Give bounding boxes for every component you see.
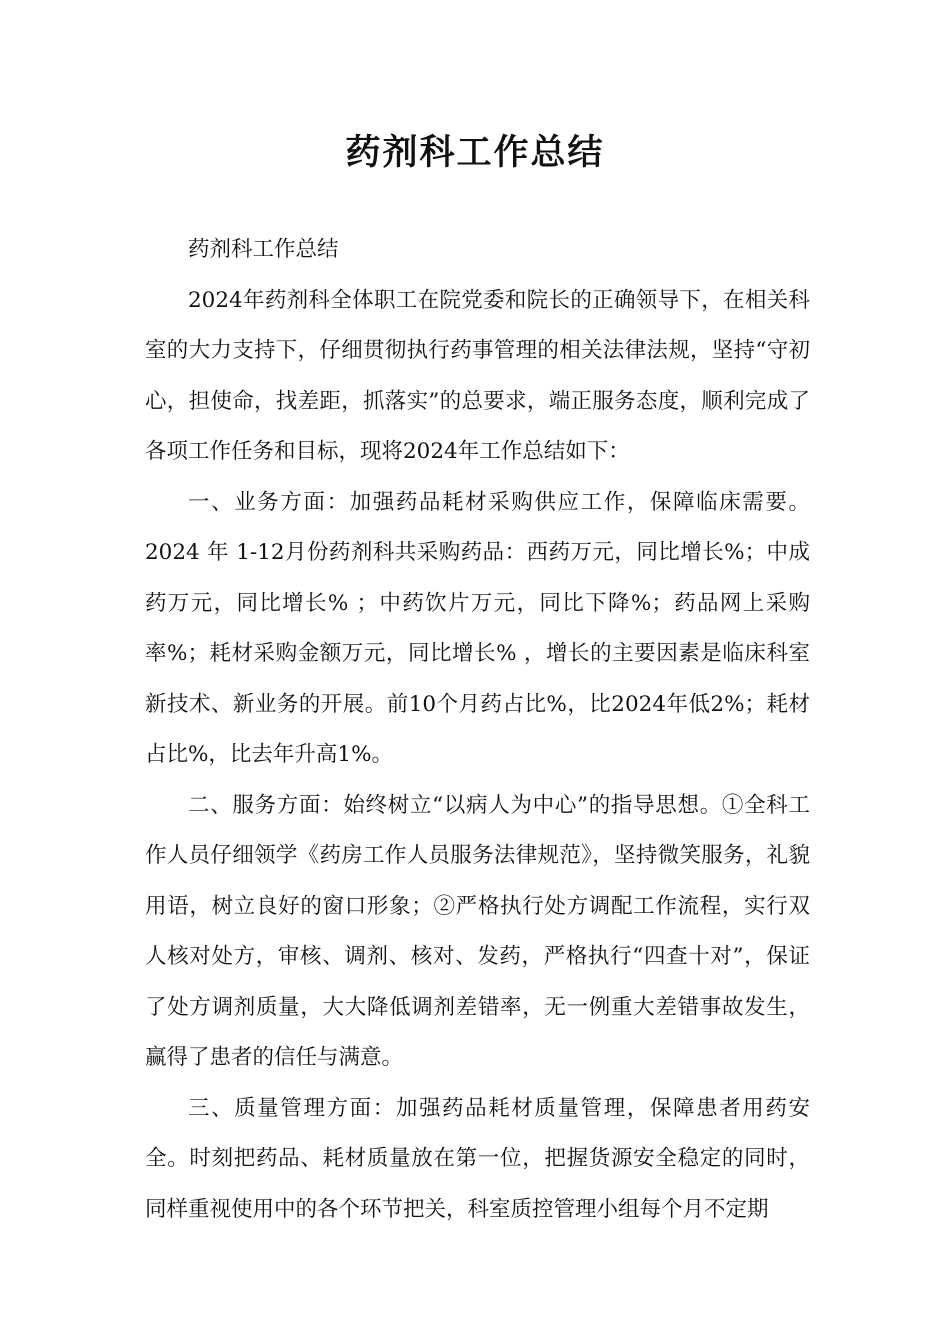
paragraph-quality: 三、质量管理方面：加强药品耗材质量管理，保障患者用药安全。时刻把药品、耗材质量放在第一位，把握货源安全稳定的同时，同样重视使用中的各个环节把关，科室质控管理小组每个月不定期 xyxy=(145,1095,810,1222)
paragraph-intro: 2024年药剂科全体职工在院党委和院长的正确领导下，在相关科室的大力支持下，仔细贯彻执行药事管理的相关法律法规，坚持“守初心，担使命，找差距，抓落实”的总要求，端正服务态度，顺利完成了各项工作任务和目标，现将2024年工作总结如下： xyxy=(145,287,810,464)
paragraph-service: 二、服务方面：始终树立“以病人为中心”的指导思想。①全科工作人员仔细领学《药房工作人员服务法律规范》，坚持微笑服务，礼貌用语，树立良好的窗口形象；②严格执行处方调配工作流程，实行双人核对处方，审核、调剂、核对、发药，严格执行“四查十对”，保证了处方调剂质量，大大降低调剂差错率，无一例重大差错事故发生，赢得了患者的信任与满意。 xyxy=(145,792,810,1070)
document-body xyxy=(145,225,810,1235)
paragraph-subtitle: 药剂科工作总结 xyxy=(188,237,339,262)
paragraph-business: 一、业务方面：加强药品耗材采购供应工作，保障临床需要。2024 年 1-12月份药剂科共采购药品：西药万元，同比增长%；中成药万元，同比增长% ；中药饮片万元，同比下降%；药品网上采购率%；耗材采购金额万元，同比增长% ，增长的主要因素是临床科室新技术、新业务的开展。前10个月药占比%，比2024年低2%；耗材占比%，比去年升高1%。 xyxy=(145,489,810,767)
document-title: 药剂科工作总结 xyxy=(345,133,605,173)
